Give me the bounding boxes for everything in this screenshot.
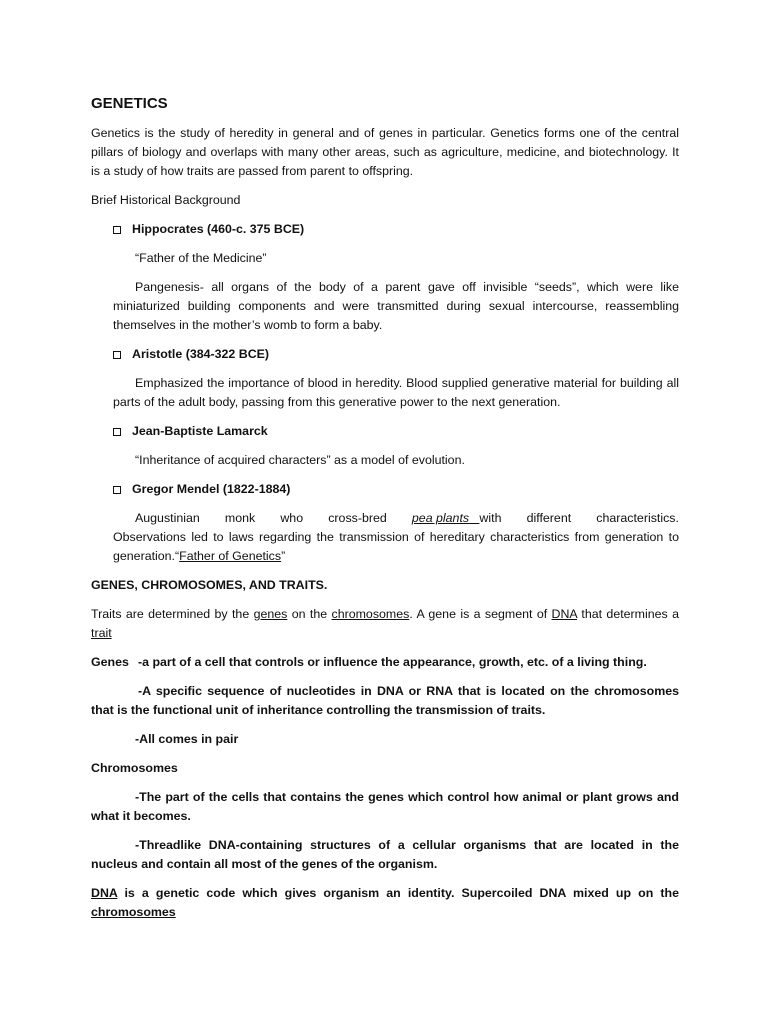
bullet-hippocrates bbox=[113, 220, 679, 239]
genes-link: genes bbox=[253, 607, 288, 621]
chromosomes-link: chromosomes bbox=[331, 607, 410, 621]
checkbox-bullet-icon bbox=[113, 486, 121, 494]
genes-def2: -A specific sequence of nucleotides in DNA or RNA that is located on the chromosomes that is the functional unit of inheritance controlling the transmission of traits. bbox=[91, 684, 679, 717]
document-title: GENETICS bbox=[91, 95, 168, 112]
trait-link: trait bbox=[91, 626, 112, 640]
genes-label: Genes bbox=[91, 655, 129, 669]
dna-link: DNA bbox=[551, 607, 578, 621]
genes-def1: Genes -a part of a cell that controls or influence the appearance, growth, etc. of a living thing. bbox=[91, 653, 679, 672]
bullet-lamarck bbox=[113, 422, 679, 441]
aristotle-desc: Emphasized the importance of blood in heredity. Blood supplied generative material for building all parts of the adult body, passing from this generative power to the next generation. bbox=[113, 376, 679, 409]
genes-def3: -All comes in pair bbox=[135, 732, 239, 746]
aristotle-name: Aristotle (384-322 BCE) bbox=[132, 347, 270, 361]
mendel-name: Gregor Mendel (1822-1884) bbox=[132, 482, 291, 496]
lamarck-name: Jean-Baptiste Lamarck bbox=[132, 424, 268, 438]
pea-plants-link: pea plants bbox=[411, 511, 470, 525]
mendel-desc bbox=[113, 509, 679, 566]
traits-paragraph: Traits are determined by the genes on the chromosomes. A gene is a segment of DNA that determines a trait bbox=[91, 607, 679, 640]
chromosomes-term: chromosomes bbox=[91, 905, 176, 919]
checkbox-bullet-icon bbox=[113, 351, 121, 359]
mendel-first-line: Augustinian monk who cross-bred pea plants with different characteristics. bbox=[135, 511, 679, 525]
bullet-mendel bbox=[113, 480, 679, 499]
intro-paragraph: Genetics is the study of heredity in general and of genes in particular. Genetics forms one of the central pillars of biology and overlaps with many other areas, such as agriculture, medicine, and biotechnology. It is a study of how traits are passed from parent to offspring. bbox=[91, 126, 679, 178]
checkbox-bullet-icon bbox=[113, 226, 121, 234]
history-heading: Brief Historical Background bbox=[91, 193, 241, 207]
dna-paragraph: DNA is a genetic code which gives organism an identity. Supercoiled DNA mixed up on the chromosomes bbox=[91, 886, 679, 919]
lamarck-quote: “Inheritance of acquired characters” as a model of evolution. bbox=[135, 453, 465, 467]
bullet-aristotle bbox=[113, 345, 679, 364]
section2-heading: GENES, CHROMOSOMES, AND TRAITS. bbox=[91, 578, 328, 592]
dna-term: DNA bbox=[91, 886, 118, 900]
checkbox-bullet-icon bbox=[113, 428, 121, 436]
hippocrates-desc: Pangenesis- all organs of the body of a parent gave off invisible “seeds”, which were like miniaturized building components and were transmitted during sexual intercourse, reassembling themselves in the mother’s womb to form a baby. bbox=[113, 280, 679, 332]
chromosomes-label: Chromosomes bbox=[91, 761, 178, 775]
chromosomes-def2: -Threadlike DNA-containing structures of a cellular organisms that are located in the nucleus and contain all most of the genes of the organism. bbox=[91, 838, 679, 871]
mendel-rest: Observations led to laws regarding the transmission of hereditary characteristics from generation to generation.“Father of Genetics” bbox=[113, 530, 679, 563]
father-of-genetics: Father of Genetics bbox=[179, 549, 282, 563]
chromosomes-def1: -The part of the cells that contains the genes which control how animal or plant grows and what it becomes. bbox=[91, 790, 679, 823]
hippocrates-quote: “Father of the Medicine” bbox=[135, 251, 267, 265]
hippocrates-name: Hippocrates (460-c. 375 BCE) bbox=[132, 222, 305, 236]
